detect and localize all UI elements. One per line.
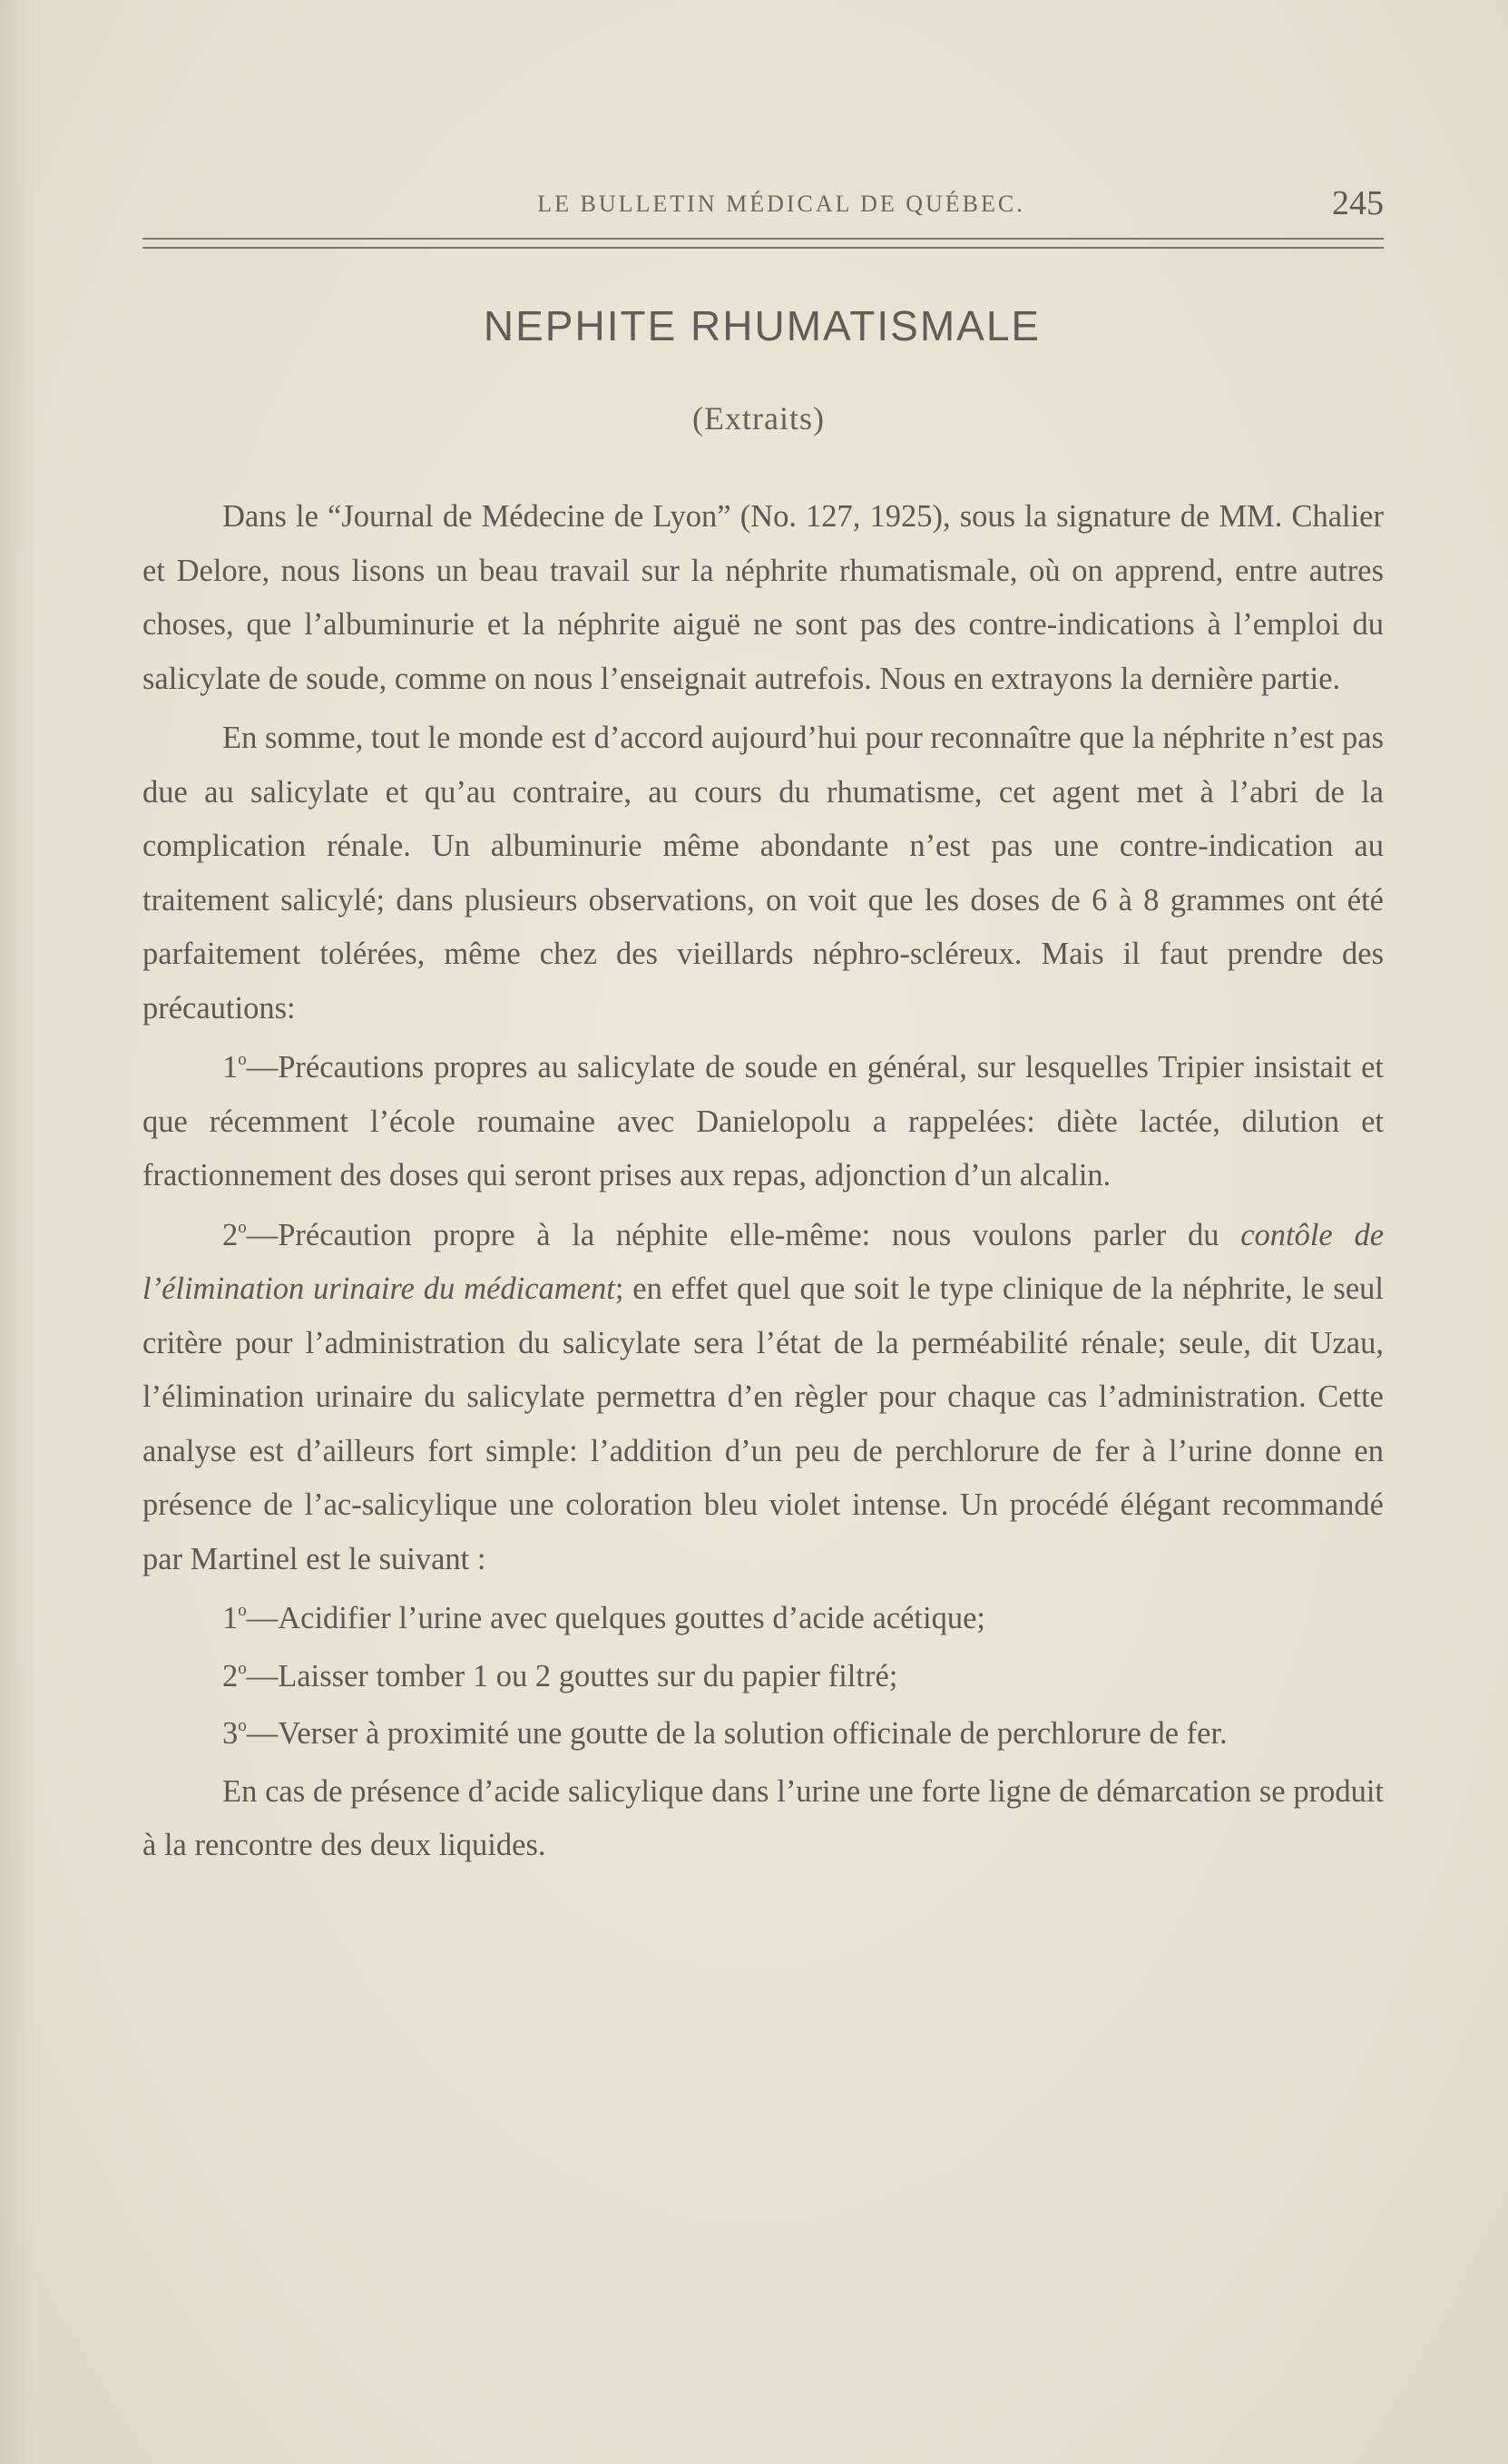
running-title: LE BULLETIN MÉDICAL DE QUÉBEC. <box>537 191 1025 217</box>
page-number: 245 <box>1332 184 1384 222</box>
step-2-ordinal: o <box>238 1658 247 1678</box>
precaution-2-lead: —Précaution propre à la néphite elle-même: nous voulons parler du <box>246 1217 1241 1252</box>
precaution-2 <box>142 1209 1384 1587</box>
paragraph-conclusion: En cas de présence d’acide salicylique dans l’urine une forte ligne de démarcation se produit à la rencontre des deux liquides. <box>142 1773 1384 1862</box>
article-body <box>142 490 1384 1873</box>
step-2-number: 2 <box>222 1658 239 1693</box>
paragraph-intro: Dans le “Journal de Médecine de Lyon” (No. 127, 1925), sous la signature de MM. Chalier et Delore, nous lisons un beau travail sur la néphrite rhumatismale, où on apprend, entre autres choses, que l’albuminurie et la néphrite aiguë ne sont pas des contre-indications à l’emploi du salicylate de soude, comme on nous l’enseignait autrefois. Nous en extrayons la dernière partie. <box>142 499 1384 696</box>
step-3-number: 3 <box>222 1716 239 1751</box>
precaution-2-italic: contôle de l’élimination urinaire du médicament <box>142 1217 1385 1306</box>
paragraph-summary: En somme, tout le monde est d’accord aujourd’hui pour reconnaître que la néphrite n’est pas due au salicylate et qu’au contraire, au cours du rhumatisme, cet agent met à l’abri de la complication rénale. Un albuminurie même abondante n’est pas une contre-indication au traitement salicylé; dans plusieurs observations, on voit que les doses de 6 à 8 grammes ont été parfaitement tolérées, même chez des vieillards néphro-scléreux. Mais il faut prendre des précautions: <box>142 721 1384 1026</box>
step-1-text: —Acidifier l’urine avec quelques gouttes d’acide acétique; <box>246 1601 985 1635</box>
header-double-rule <box>142 238 1384 249</box>
article-subtitle: (Extraits) <box>692 400 825 437</box>
precaution-1-text: —Précautions propres au salicylate de soude en général, sur lesquelles Tripier insistait et que récemment l’école roumaine avec Danielopolu a rappelées: diète lactée, dilution et fractionnement des doses qui seront prises aux repas, adjonction d’un alcalin. <box>142 1050 1384 1193</box>
precaution-1-number: 1 <box>222 1050 239 1085</box>
precaution-1-ordinal: o <box>238 1049 247 1069</box>
precaution-2-number: 2 <box>222 1217 239 1252</box>
step-1 <box>142 1592 1384 1646</box>
step-1-number: 1 <box>222 1601 239 1635</box>
precaution-1 <box>142 1041 1384 1203</box>
step-3-ordinal: o <box>238 1715 247 1735</box>
step-2 <box>142 1650 1384 1704</box>
article-title: NEPHITE RHUMATISMALE <box>483 302 1042 349</box>
step-3-text: —Verser à proximité une goutte de la solution officinale de perchlorure de fer. <box>246 1716 1228 1751</box>
page-header <box>142 183 1384 229</box>
step-2-text: —Laisser tomber 1 ou 2 gouttes sur du papier filtré; <box>246 1658 898 1693</box>
step-3 <box>142 1707 1384 1762</box>
precaution-2-ordinal: o <box>238 1217 247 1237</box>
precaution-2-rest: ; en effet quel que soit le type clinique de la néphrite, le seul critère pour l’administration du salicylate sera l’état de la perméabilité rénale; seule, dit Uzau, l’élimination urinaire du salicylate permettra d’en règler pour chaque cas l’administration. Cette analyse est d’ailleurs fort simple: l’addition d’un peu de perchlorure de fer à l’urine donne en présence de l’ac-salicylique une coloration bleu violet intense. Un procédé élégant recommandé par Martinel est le suivant : <box>142 1271 1384 1576</box>
page-edge-shadow <box>0 0 34 2464</box>
step-1-ordinal: o <box>238 1600 247 1620</box>
